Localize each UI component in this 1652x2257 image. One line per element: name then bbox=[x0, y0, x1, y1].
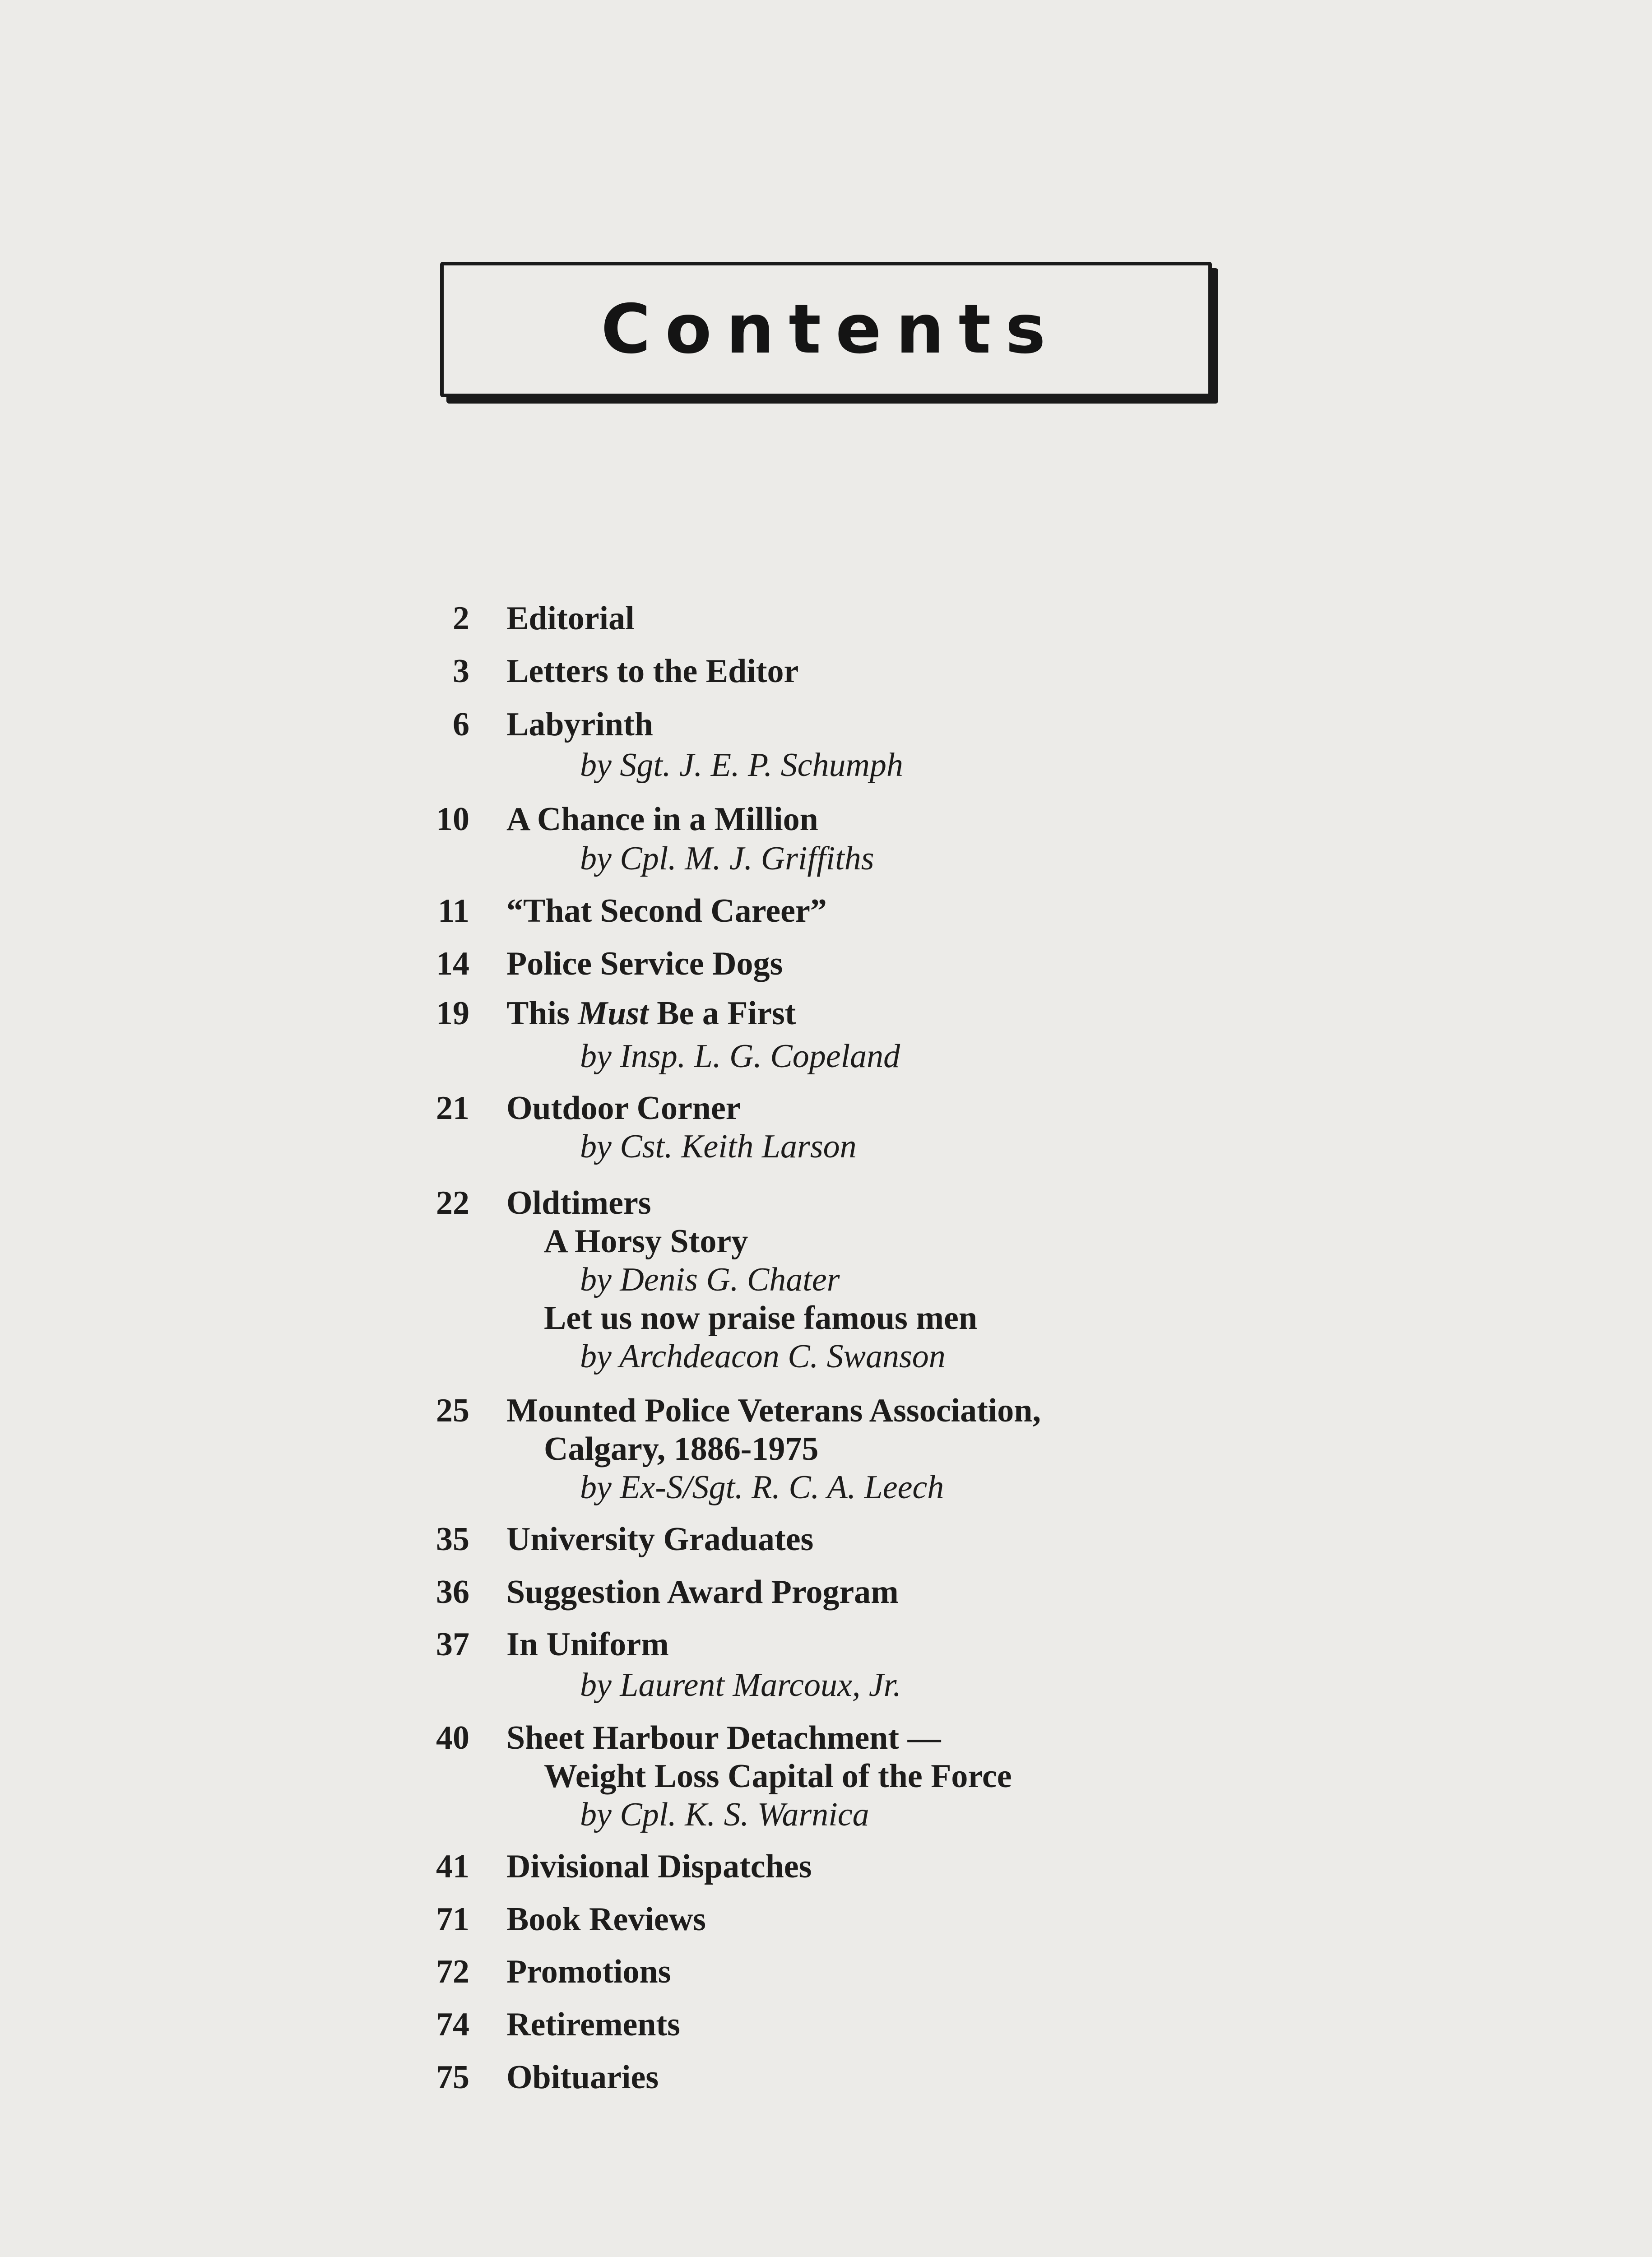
entry-author: by Cst. Keith Larson bbox=[580, 1128, 857, 1165]
entry-title: This Must Be a First bbox=[506, 995, 796, 1032]
page-number: 19 bbox=[436, 995, 469, 1032]
entry-title: Labyrinth bbox=[506, 706, 653, 743]
entry-title: Sheet Harbour Detachment — bbox=[506, 1719, 941, 1756]
entry-title: Police Service Dogs bbox=[506, 945, 783, 982]
entry-title: Outdoor Corner bbox=[506, 1090, 741, 1127]
page-number: 37 bbox=[436, 1626, 469, 1663]
entry-title: Divisional Dispatches bbox=[506, 1848, 812, 1885]
page-number: 21 bbox=[436, 1090, 469, 1127]
entry-title: Oldtimers bbox=[506, 1184, 651, 1221]
page-number: 6 bbox=[453, 706, 469, 743]
page-number: 11 bbox=[438, 892, 469, 929]
entry-title: Book Reviews bbox=[506, 1901, 706, 1938]
page-number: 36 bbox=[436, 1574, 469, 1611]
entry-author: by Insp. L. G. Copeland bbox=[580, 1038, 900, 1075]
entry-title: Promotions bbox=[506, 1953, 671, 1990]
page-title: Contents bbox=[601, 290, 1060, 369]
entry-title: Mounted Police Veterans Association, bbox=[506, 1392, 1041, 1429]
page-number: 71 bbox=[436, 1901, 469, 1938]
entry-title: Editorial bbox=[506, 600, 635, 637]
page-number: 75 bbox=[436, 2059, 469, 2096]
entry-title: A Chance in a Million bbox=[506, 801, 818, 838]
page-number: 10 bbox=[436, 801, 469, 838]
page-number: 25 bbox=[436, 1392, 469, 1429]
entry-title: University Graduates bbox=[506, 1521, 814, 1558]
entry-author: by Cpl. M. J. Griffiths bbox=[580, 840, 874, 877]
page-number: 41 bbox=[436, 1848, 469, 1885]
page-number: 74 bbox=[436, 2006, 469, 2043]
entry-author: by Archdeacon C. Swanson bbox=[580, 1338, 946, 1375]
page-number: 72 bbox=[436, 1953, 469, 1990]
entry-title: In Uniform bbox=[506, 1626, 669, 1663]
entry-title: Retirements bbox=[506, 2006, 680, 2043]
entry-author: by Ex-S/Sgt. R. C. A. Leech bbox=[580, 1469, 944, 1506]
page-number: 2 bbox=[453, 600, 469, 637]
entry-author: by Laurent Marcoux, Jr. bbox=[580, 1667, 901, 1704]
sub-entry-title[interactable]: Let us now praise famous men bbox=[544, 1300, 977, 1337]
page-number: 22 bbox=[436, 1184, 469, 1221]
entry-title: “That Second Career” bbox=[506, 892, 827, 929]
page-number: 40 bbox=[436, 1719, 469, 1756]
page-number: 35 bbox=[436, 1521, 469, 1558]
page-number: 14 bbox=[436, 945, 469, 982]
entry-title-continued: Weight Loss Capital of the Force bbox=[544, 1758, 1012, 1795]
page-number: 3 bbox=[453, 653, 469, 690]
entry-author: by Denis G. Chater bbox=[580, 1261, 840, 1298]
entry-author: by Sgt. J. E. P. Schumph bbox=[580, 747, 903, 784]
entry-title: Suggestion Award Program bbox=[506, 1574, 899, 1611]
sub-entry-title[interactable]: A Horsy Story bbox=[544, 1223, 748, 1260]
entry-author: by Cpl. K. S. Warnica bbox=[580, 1796, 869, 1833]
entry-title-continued: Calgary, 1886-1975 bbox=[544, 1430, 819, 1468]
entry-title: Letters to the Editor bbox=[506, 653, 799, 690]
entry-title: Obituaries bbox=[506, 2059, 659, 2096]
